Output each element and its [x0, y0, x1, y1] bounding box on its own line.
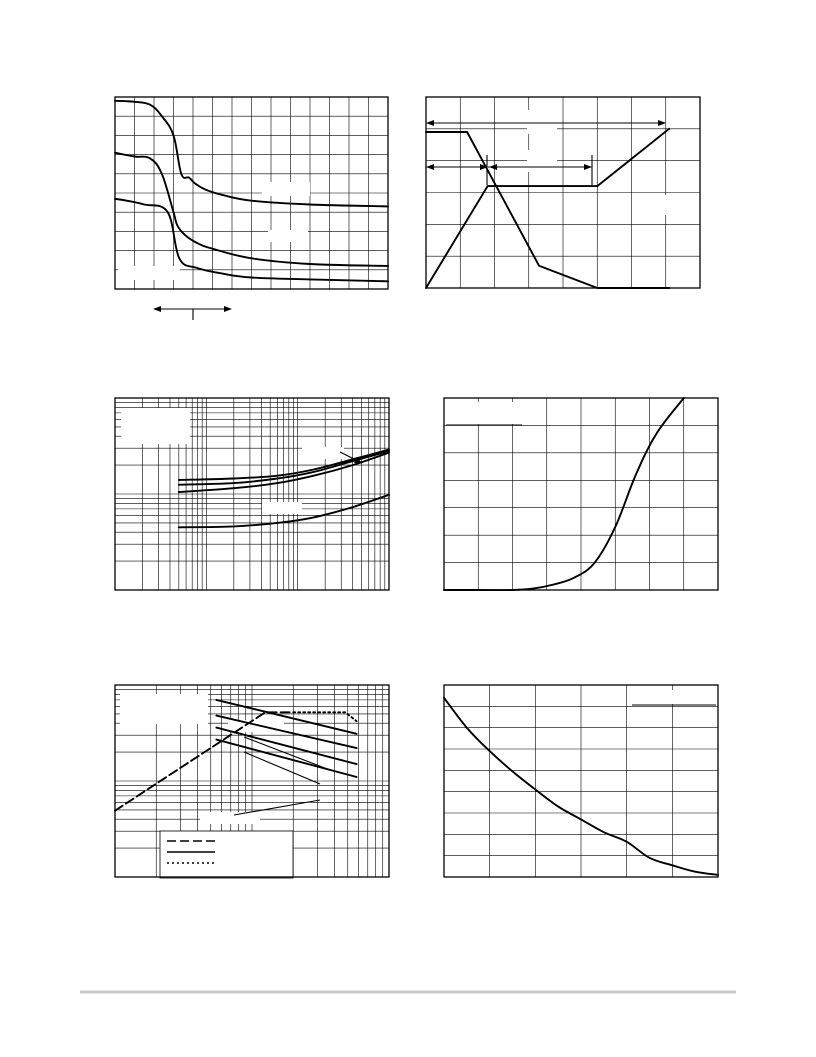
- plot-grid: [444, 398, 718, 590]
- label-mask: [632, 690, 716, 704]
- legend: [160, 831, 293, 878]
- waveform-plot-top-right: [426, 97, 700, 288]
- arrow-head-right: [658, 120, 666, 126]
- series-group: [444, 398, 684, 590]
- label-mask: [200, 812, 260, 824]
- label-mask: [120, 694, 208, 724]
- plot-grid: [444, 685, 718, 877]
- label-mask: [262, 182, 310, 196]
- arrow-head-left: [489, 164, 497, 170]
- label-mask: [446, 402, 520, 424]
- arrow-head-left: [426, 120, 434, 126]
- label-mask-group: [527, 110, 686, 215]
- arrow-head-right: [224, 306, 232, 312]
- log-plot-middle-left: [115, 398, 389, 590]
- exponential-plot-middle-right: [444, 398, 718, 590]
- label-mask: [302, 447, 344, 459]
- label-mask: [527, 150, 557, 172]
- label-mask: [658, 195, 686, 215]
- label-mask: [118, 266, 180, 280]
- series-line-1: [444, 398, 684, 590]
- double-arrow-annotation: [153, 306, 232, 320]
- label-mask: [268, 230, 308, 242]
- label-mask-group: [118, 182, 310, 280]
- label-mask: [262, 502, 302, 514]
- log-plot-bottom-left: [115, 685, 389, 878]
- curve-plot-top-left: [115, 97, 388, 320]
- plot-grid: [115, 97, 388, 289]
- arrow-head-right: [584, 164, 592, 170]
- decay-plot-bottom-right: [444, 685, 718, 877]
- label-mask: [121, 408, 190, 444]
- arrow-head-left: [153, 306, 161, 312]
- legend-box: [160, 831, 293, 878]
- arrow-head-left: [426, 164, 434, 170]
- series-line-1: [179, 450, 389, 480]
- label-mask: [527, 110, 557, 134]
